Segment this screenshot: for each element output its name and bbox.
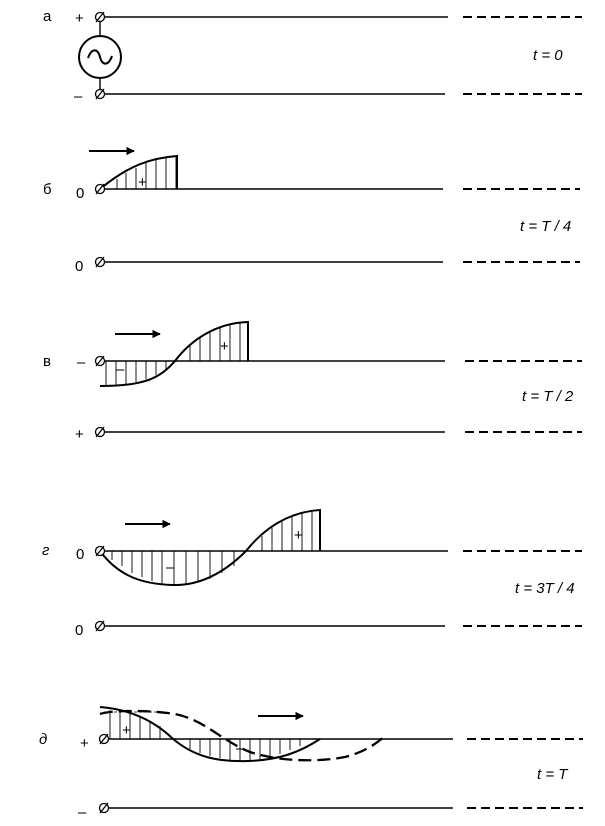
panel-d bbox=[39, 707, 583, 821]
terminal-icon bbox=[96, 184, 105, 194]
top-terminal-sign: + bbox=[75, 10, 84, 27]
panel-letter: в bbox=[43, 353, 51, 370]
panel-a bbox=[43, 8, 582, 105]
terminal-icon bbox=[96, 427, 105, 437]
voltage-hatching bbox=[112, 512, 312, 585]
terminal-icon bbox=[96, 621, 105, 631]
bottom-terminal-sign: – bbox=[78, 804, 87, 821]
time-label: t = T / 2 bbox=[522, 388, 574, 405]
time-label: t = 0 bbox=[533, 47, 563, 64]
bottom-terminal-sign: 0 bbox=[75, 258, 84, 275]
terminal-icon bbox=[100, 803, 109, 813]
time-label: t = T / 4 bbox=[520, 218, 572, 235]
bottom-terminal-sign: – bbox=[74, 88, 83, 105]
polarity-sign: + bbox=[294, 527, 303, 544]
panel-letter: а bbox=[43, 8, 52, 25]
terminal-icon bbox=[100, 734, 109, 744]
panel-v bbox=[43, 322, 582, 443]
polarity-sign: – bbox=[166, 559, 175, 576]
panel-b bbox=[43, 151, 580, 275]
terminal-icon bbox=[96, 356, 105, 366]
terminal-icon bbox=[96, 257, 105, 267]
top-terminal-sign: 0 bbox=[76, 185, 85, 202]
polarity-sign: – bbox=[116, 361, 125, 378]
time-label: t = 3T / 4 bbox=[515, 580, 575, 597]
polarity-sign: + bbox=[122, 722, 131, 739]
terminal-icon bbox=[96, 89, 105, 99]
polarity-sign: – bbox=[236, 740, 245, 757]
panel-letter: б bbox=[43, 181, 52, 198]
terminal-icon bbox=[96, 12, 105, 22]
top-terminal-sign: – bbox=[77, 354, 86, 371]
bottom-terminal-sign: 0 bbox=[75, 622, 84, 639]
top-terminal-sign: 0 bbox=[76, 546, 85, 563]
top-terminal-sign: + bbox=[80, 735, 89, 752]
time-label: t = T bbox=[537, 766, 568, 783]
voltage-hatching bbox=[110, 710, 300, 761]
polarity-sign: + bbox=[138, 174, 147, 191]
panel-letter: г bbox=[42, 542, 50, 559]
ac-source-icon bbox=[79, 22, 121, 89]
bottom-terminal-sign: + bbox=[75, 426, 84, 443]
polarity-sign: + bbox=[220, 338, 229, 355]
terminal-icon bbox=[96, 546, 105, 556]
panel-letter: д bbox=[39, 731, 48, 748]
panel-g bbox=[42, 510, 582, 639]
